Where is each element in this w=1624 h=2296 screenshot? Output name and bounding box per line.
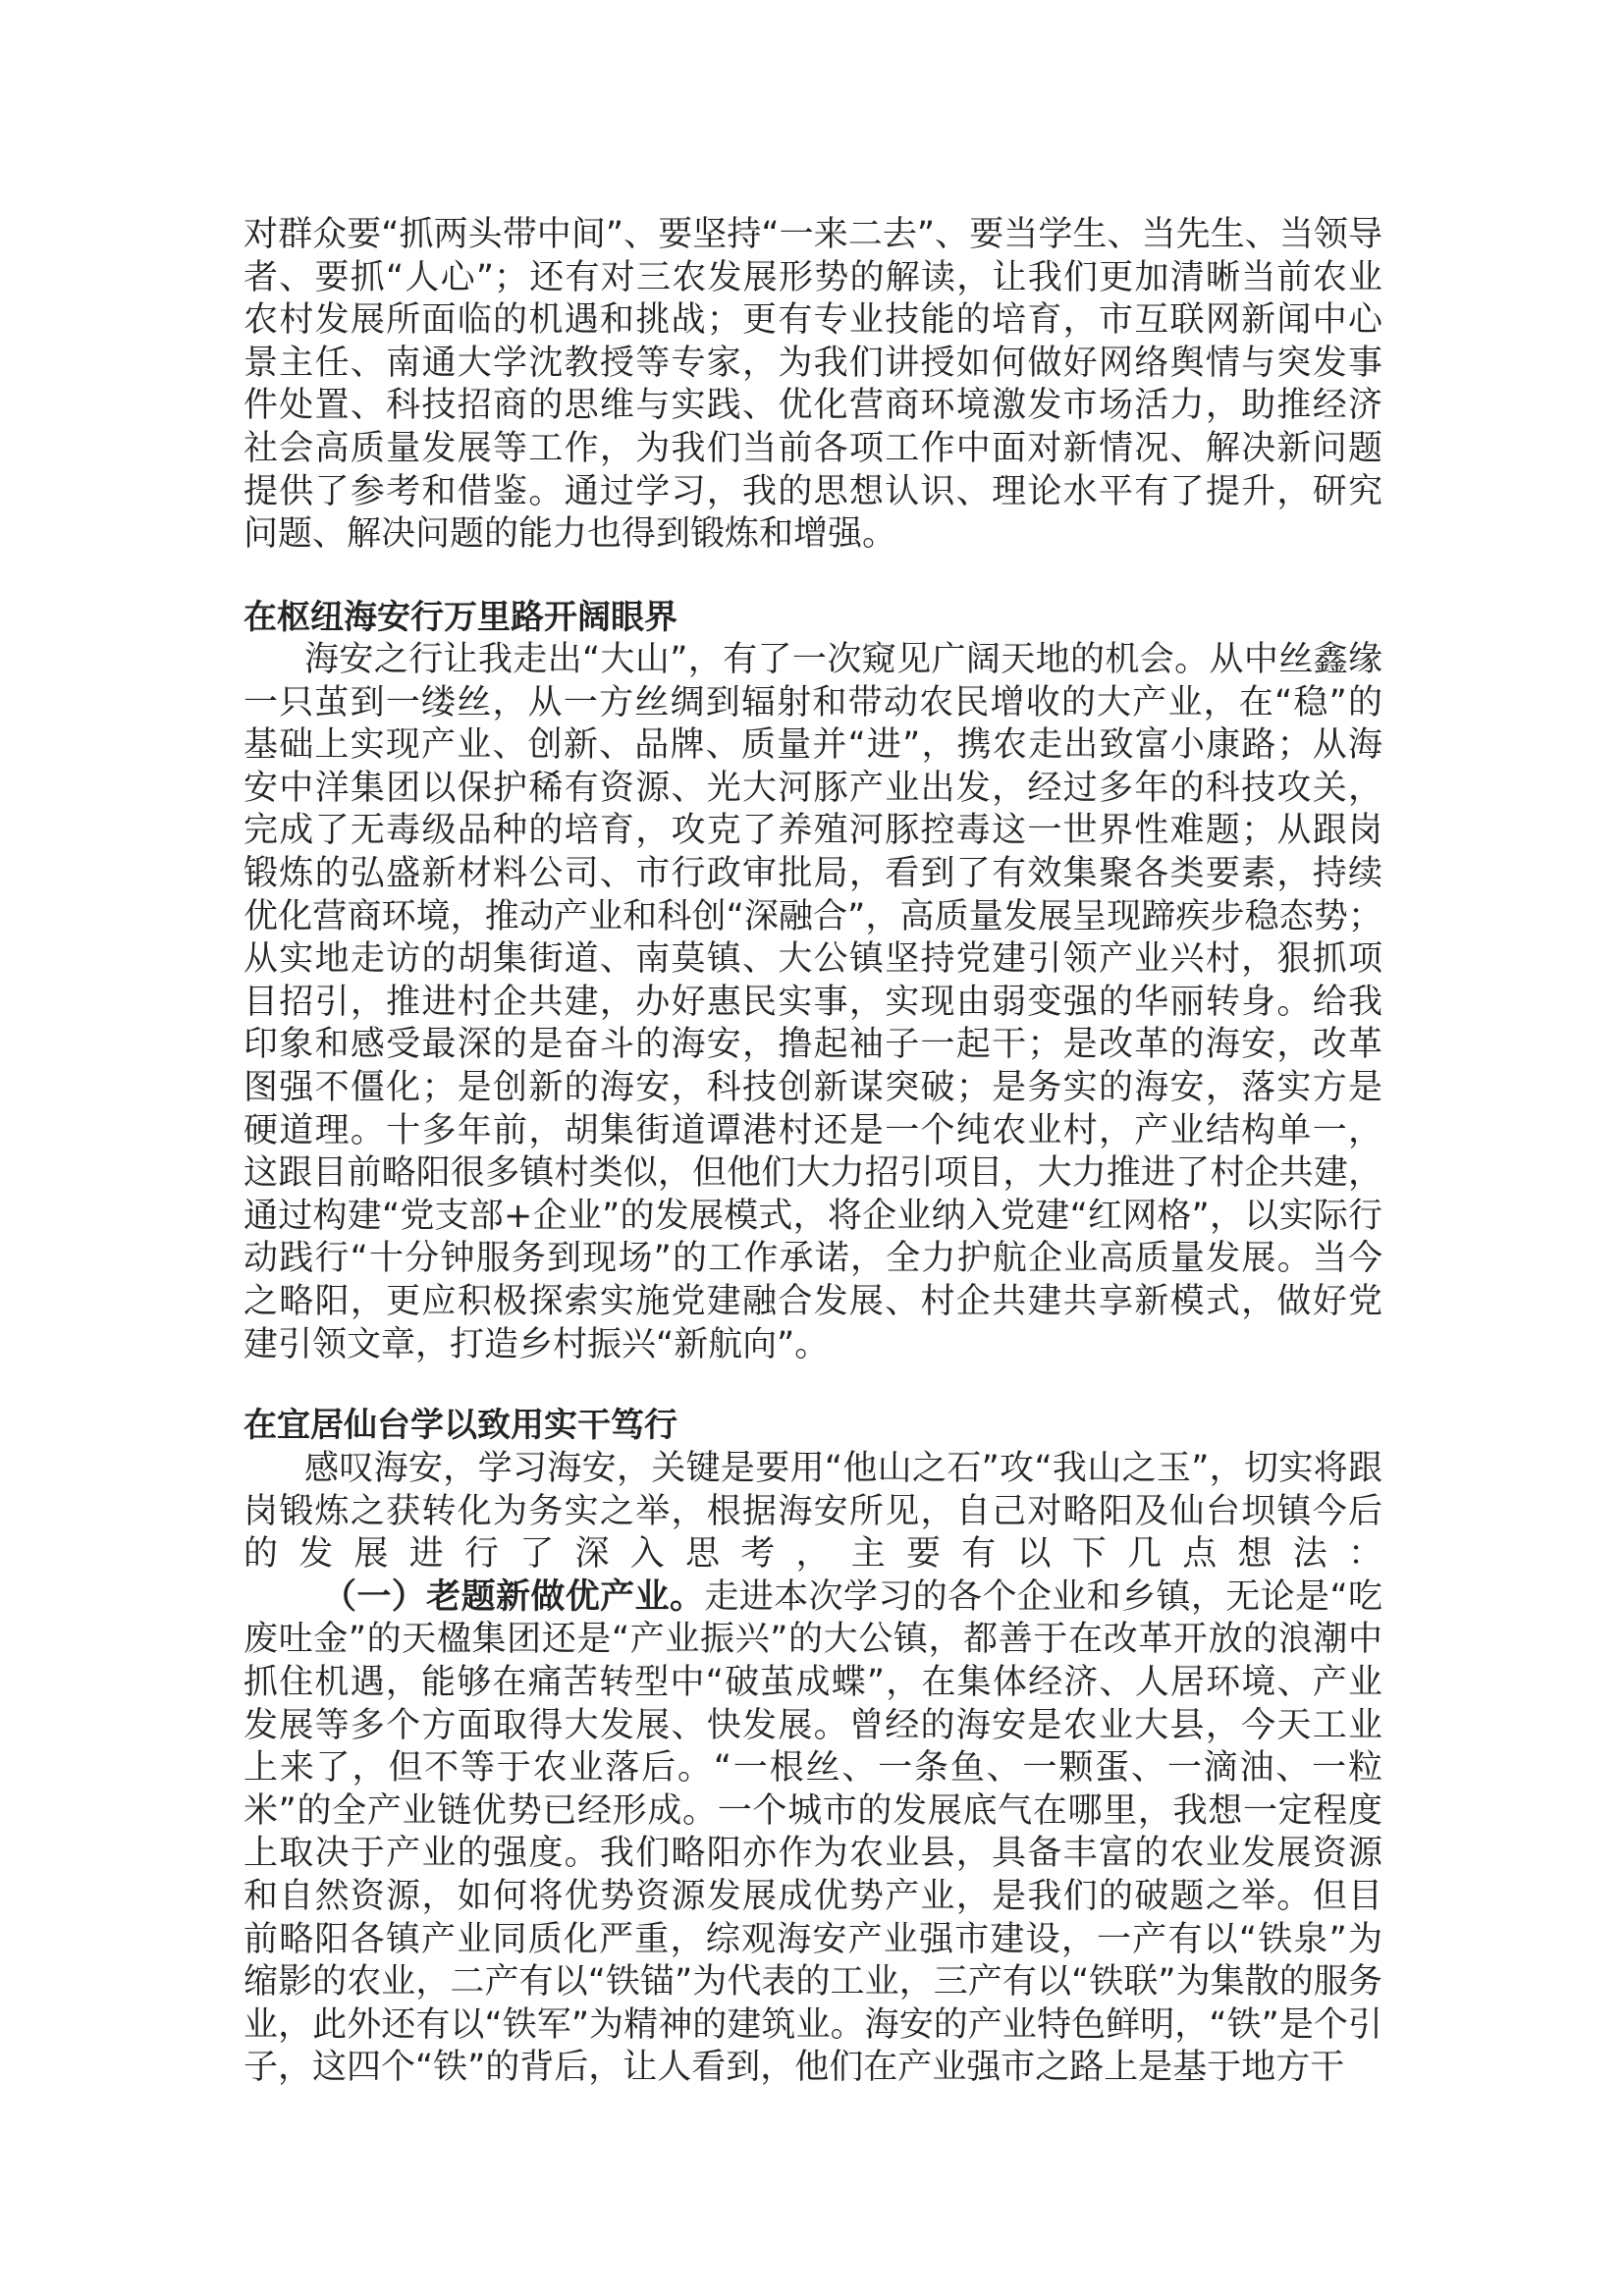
text-line: 动践行“十分钟服务到现场”的工作承诺，全力护航企业高质量发展。当今 xyxy=(244,1239,1382,1279)
text-line: 海安之行让我走出“大山”，有了一次窥见广阔天地的机会。从中丝鑫缘 xyxy=(304,640,1382,679)
heading-text: 在宜居仙台学以致用实干笃行 xyxy=(244,1406,677,1445)
text-line: 农村发展所面临的机遇和挑战；更有专业技能的培育，市互联网新闻中心 xyxy=(244,300,1382,341)
paragraph-intro-continued xyxy=(244,214,1382,557)
text-line: 基础上实现产业、创新、品牌、质量并“进”，携农走出致富小康路；从海 xyxy=(244,725,1382,766)
text-line: 安中洋集团以保护稀有资源、光大河豚产业出发，经过多年的科技攻关， xyxy=(244,768,1382,808)
text-line: 之略阳，更应积极探索实施党建融合发展、村企共建共享新模式，做好党 xyxy=(244,1281,1382,1321)
text-line: 硬道理。十多年前，胡集街道谭港村还是一个纯农业村，产业结构单一， xyxy=(244,1110,1382,1150)
text-line: 业，此外还有以“铁军”为精神的建筑业。海安的产业特色鲜明，“铁”是个引 xyxy=(244,2004,1382,2045)
section-heading-xiantai xyxy=(244,1405,1382,1448)
text-line: 者、要抓“人心”；还有对三农发展形势的解读，让我们更加清晰当前农业 xyxy=(244,257,1382,297)
section-heading-haian xyxy=(244,597,1382,640)
text-line: 完成了无毒级品种的培育，攻克了养殖河豚控毒这一世界性难题；从跟岗 xyxy=(244,811,1382,851)
text-line: 这跟目前略阳很多镇村类似，但他们大力招引项目，大力推进了村企共建， xyxy=(244,1153,1382,1194)
text-line: 岗锻炼之获转化为务实之举，根据海安所见，自己对略阳及仙台坝镇今后 xyxy=(244,1491,1382,1531)
text-line: 社会高质量发展等工作，为我们当前各项工作中面对新情况、解决新问题 xyxy=(244,428,1382,468)
text-line: 上取决于产业的强度。我们略阳亦作为农业县，具备丰富的农业发展资源 xyxy=(244,1834,1382,1874)
paragraph-haian xyxy=(244,639,1382,1366)
paragraph-xiantai xyxy=(244,1448,1382,2090)
text-line xyxy=(244,1576,1382,1620)
text-line: 目招引，推进村企共建，办好惠民实事，实现由弱变强的华丽转身。给我 xyxy=(244,982,1382,1022)
text-line: 建引领文章，打造乡村振兴“新航向”。 xyxy=(244,1324,830,1364)
text-line: 上来了，但不等于农业落后。“一根丝、一条鱼、一颗蛋、一滴油、一粒 xyxy=(244,1748,1382,1789)
text-run: 走进本次学习的各个企业和乡镇，无论是“吃 xyxy=(704,1576,1382,1617)
text-line: 前略阳各镇产业同质化严重，综观海安产业强市建设，一产有以“铁泉”为 xyxy=(244,1919,1382,1959)
heading-text: 在枢纽海安行万里路开阔眼界 xyxy=(244,598,677,637)
text-line: 件处置、科技招商的思维与实践、优化营商环境激发市场活力，助推经济 xyxy=(244,386,1382,426)
text-line: 对群众要“抓两头带中间”、要坚持“一来二去”、要当学生、当先生、当领导 xyxy=(244,215,1382,254)
text-line: 图强不僵化；是创新的海安，科技创新谋突破；是务实的海安，落实方是 xyxy=(244,1067,1382,1107)
text-line: 一只茧到一缕丝，从一方丝绸到辐射和带动农民增收的大产业，在“稳”的 xyxy=(244,682,1382,722)
text-line: 从实地走访的胡集街道、南莫镇、大公镇坚持党建引领产业兴村，狠抓项 xyxy=(244,939,1382,980)
text-line: 提供了参考和借鉴。通过学习，我的思想认识、理论水平有了提升，研究 xyxy=(244,471,1382,511)
text-line: 通过构建“党支部+企业”的发展模式，将企业纳入党建“红网格”，以实际行 xyxy=(244,1196,1382,1236)
text-line: 的发展进行了深入思考，主要有以下几点想法： xyxy=(244,1534,1382,1575)
text-line: 废吐金”的天楹集团还是“产业振兴”的大公镇，都善于在改革开放的浪潮中 xyxy=(244,1620,1382,1660)
text-line: 抓住机遇，能够在痛苦转型中“破茧成蝶”，在集体经济、人居环境、产业 xyxy=(244,1662,1382,1702)
text-line: 问题、解决问题的能力也得到锻炼和增强。 xyxy=(244,514,897,555)
text-line: 景主任、南通大学沈教授等专家，为我们讲授如何做好网络舆情与突发事 xyxy=(244,343,1382,383)
text-line: 感叹海安，学习海安，关键是要用“他山之石”攻“我山之玉”，切实将跟 xyxy=(304,1449,1382,1488)
text-line: 发展等多个方面取得大发展、快发展。曾经的海安是农业大县，今天工业 xyxy=(244,1705,1382,1745)
text-line: 子，这四个“铁”的背后，让人看到，他们在产业强市之路上是基于地方干 xyxy=(244,2048,1345,2088)
text-line: 和自然资源，如何将优势资源发展成优势产业，是我们的破题之举。但目 xyxy=(244,1876,1382,1916)
text-line: 缩影的农业，二产有以“铁锚”为代表的工业，三产有以“铁联”为集散的服务 xyxy=(244,1962,1382,2002)
subsection-title: （一）老题新做优产业。 xyxy=(322,1576,705,1617)
text-line: 印象和感受最深的是奋斗的海安，撸起袖子一起干；是改革的海安，改革 xyxy=(244,1025,1382,1065)
text-line: 米”的全产业链优势已经形成。一个城市的发展底气在哪里，我想一定程度 xyxy=(244,1790,1382,1831)
text-line: 锻炼的弘盛新材料公司、市行政审批局，看到了有效集聚各类要素，持续 xyxy=(244,853,1382,893)
text-line: 优化营商环境，推动产业和科创“深融合”，高质量发展呈现蹄疾步稳态势； xyxy=(244,896,1382,936)
